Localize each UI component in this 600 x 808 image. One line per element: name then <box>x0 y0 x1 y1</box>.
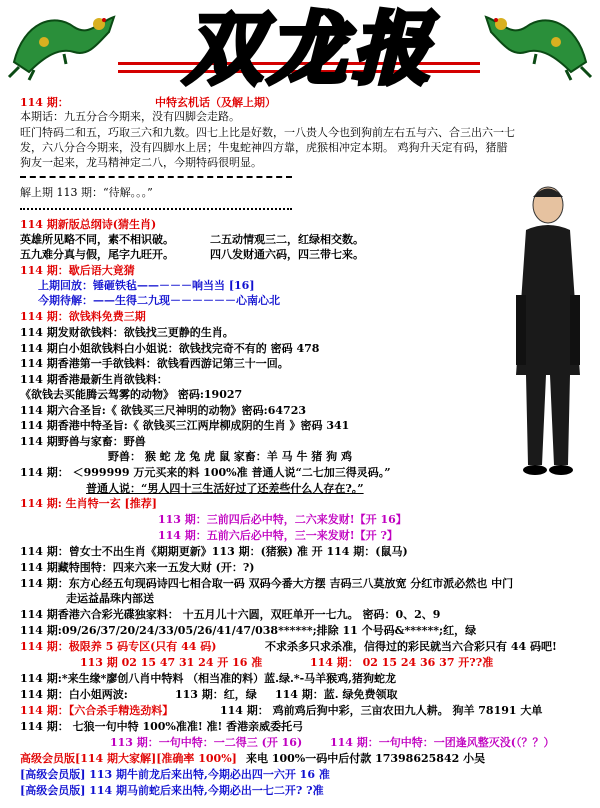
title-logo <box>150 4 470 88</box>
separator-dotted <box>20 208 292 210</box>
text-line-l9-part1: 四八发财通六码，四三带七来。 <box>210 248 364 261</box>
text-line-l18: 《欲钱去买能腾云驾雾的动物》 密码:19027 <box>20 388 243 401</box>
text-line-l15: 114 期白小姐欲钱料白小姐说：欲钱找完奇不有的 密码 478 <box>20 342 320 355</box>
dragon-right-icon <box>478 2 596 82</box>
text-line-l42: [高级会员版] 113 期牛前龙后来出特,今期必出四一六开 16 准 <box>20 768 330 781</box>
dragon-left-icon <box>4 2 122 82</box>
text-line-l35-part1: 114 期： 02 15 24 36 37 开??准 <box>310 656 494 669</box>
text-line-l37-part0: 114 期：白小姐两波: <box>20 688 128 701</box>
text-line-l11: 上期回放：锤砸铁毡——－－－响当当 [16] <box>38 279 255 292</box>
text-line-l41-part1: 来电 100%一码中后付款 17398625842 小吴 <box>246 752 486 765</box>
text-line-l12: 今期待解：——生得二九现－－－－－－心南心北 <box>38 294 280 307</box>
text-line-l9-part0: 五九难分真与假，尾字九旺开。 <box>20 248 174 261</box>
text-line-l34-part0: 114 期：极限养 5 码专区(只有 44 码) <box>20 640 217 653</box>
text-line-l5: 狗友一起来，龙马精神定二八，今期特码很明显。 <box>20 156 262 169</box>
separator-dashed <box>20 176 292 178</box>
text-line-l4: 发，六八分合今期来，没有四脚水上居；牛鬼蛇神四方靠，虎猴相冲定本期。 鸡狗升天定有码，猪腊 <box>20 141 508 154</box>
text-line-l14: 114 期发财欲钱料：欲钱找三更静的生肖。 <box>20 326 234 339</box>
text-line-l36: 114 期:*来生缘*廖创八肖中特料 （相当准的料）蓝.绿.*-马羊猴鸡,猪狗蛇龙 <box>20 672 396 685</box>
text-line-l7: 114 期新版总纲诗(猜生肖) <box>20 218 157 231</box>
text-line-l28: 114 期：曾女士不出生肖《期期更新》113 期：(猪猴) 准 开 114 期：(鼠马) <box>20 545 408 558</box>
text-line-l24: 普通人说：“男人四十三生活好过了还差些什么人存在?。” <box>86 482 364 495</box>
text-line-l17: 114 期香港最新生肖欲钱料： <box>20 373 168 386</box>
header-banner <box>0 0 600 95</box>
svg-text:双龙报: 双龙报 <box>183 4 437 88</box>
text-line-l37-part2: 114 期：蓝. 绿免费领取 <box>275 688 398 701</box>
text-line-l10: 114 期：歇后语大竟猜 <box>20 264 135 277</box>
text-line-l40-part0: 113 期：一句中特：一二得三 (开 16) <box>110 736 303 749</box>
text-line-l37-part1: 113 期：红，绿 <box>175 688 257 701</box>
text-line-l23: 114 期： ＜999999 万元买来的料 100%准 普通人说“二七加三得灵码。” <box>20 466 391 479</box>
text-line-l1-part1: 中特玄机话（及解上期） <box>155 96 276 109</box>
text-line-l40-part1: 114 期：一句中特：一团逢风整灭没(（？？） <box>330 736 555 749</box>
text-line-l25: 114 期: 生肖特一玄 [推荐] <box>20 497 157 510</box>
text-line-l33: 114 期:09/26/37/20/24/33/05/26/41/47/038******;排除 11 个号码&******;红，绿 <box>20 624 477 637</box>
text-line-l34-part1: 不求杀多只求杀准，信得过的彩民就当六合彩只有 44 码吧! <box>265 640 557 653</box>
text-line-l31: 走运益晶珠内部送 <box>66 592 154 605</box>
text-line-l21: 114 期野兽与家畜：野兽 <box>20 435 146 448</box>
text-line-l41-part0: 高级会员版[114 期大家解][准确率 100%] <box>20 752 237 765</box>
text-line-l38-part0: 114 期：【六合杀手精选劲料】 <box>20 704 174 717</box>
text-line-l3: 旺门特码二和五，巧取三六和九数。四七上比是好数，一八贵人今也到狗前左右五与六、合三出六一七 <box>20 126 515 139</box>
text-line-l1-part0: 114 期： <box>20 96 69 109</box>
text-line-l8-part0: 英雄所见略不同，素不相识破。 <box>20 233 174 246</box>
man-portrait-icon <box>508 175 588 480</box>
text-line-l32: 114 期香港六合彩光碟独家料： 十五月儿十六圆，双旺单开一七九。 密码：0、2、9 <box>20 608 441 621</box>
text-line-l39: 114 期： 七狼一句中特 100%准准! 准! 香港亲威委托弓 <box>20 720 304 733</box>
text-line-l35-part0: 113 期 02 15 47 31 24 开 16 准 <box>80 656 263 669</box>
text-line-l20: 114 期香港中特圣旨:《 欲钱买三江两岸柳成阴的生肖 》密码 341 <box>20 419 350 432</box>
text-line-l6: 解上期 113 期：“待解。。。” <box>20 186 153 199</box>
text-line-l22: 野兽： 猴 蛇 龙 兔 虎 鼠 家畜：羊 马 牛 猪 狗 鸡 <box>108 450 352 463</box>
text-line-l13: 114 期：欲钱料免费三期 <box>20 310 146 323</box>
text-line-l2: 本期话：九五分合今期来，没有四脚会走路。 <box>20 110 240 123</box>
text-line-l38-part1: 114 期： 鸡前鸡后狗中彩，三亩农田九人耕。 狗羊 78191 大单 <box>220 704 543 717</box>
text-line-l43: [高级会员版] 114 期马前蛇后来出特,今期必出一七二开? ?准 <box>20 784 324 797</box>
text-line-l27: 114 期：五前六后必中特，三一来发财!【开 ?】 <box>158 529 398 542</box>
text-line-l19: 114 期六合圣旨:《 欲钱买三尺神明的动物》密码:64723 <box>20 404 307 417</box>
text-line-l16: 114 期香港第一手欲钱料：欲钱看西游记第三十一回。 <box>20 357 289 370</box>
text-line-l26: 113 期：三前四后必中特，二六来发财!【开 16】 <box>158 513 407 526</box>
text-line-l8-part1: 二五动情观三二，红绿相交数。 <box>210 233 364 246</box>
text-line-l30: 114 期：东方心经五句现码诗四七相合取一码 双码今番大方摆 吉码三八莫放宽 分红市派必然也 中门 <box>20 577 514 590</box>
text-line-l29: 114 期藏特围特：四来六来一五发大财 (开：?) <box>20 561 255 574</box>
